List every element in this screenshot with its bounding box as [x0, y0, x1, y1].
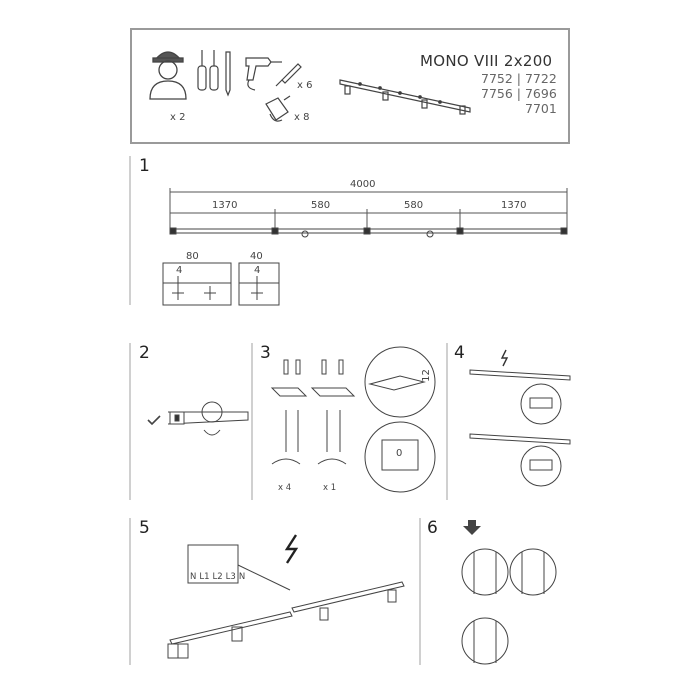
zero-label: 0	[396, 448, 403, 459]
terminal-label: N	[238, 572, 246, 582]
product-code: 7752 | 7722	[481, 71, 557, 86]
lightning-icon	[502, 350, 507, 366]
step-number: 1	[139, 156, 150, 176]
mount-detail-a	[163, 263, 231, 305]
step-number: 3	[260, 343, 271, 363]
dimension-label: 12	[420, 369, 432, 382]
bulbs-quantity: x 8	[294, 112, 310, 123]
detail-depth: 4	[176, 265, 183, 276]
dimension-segment: 580	[311, 200, 331, 211]
rail-illustration	[340, 80, 470, 114]
step-number: 4	[454, 343, 465, 363]
detail-width: 40	[250, 251, 263, 262]
dimension-segment: 1370	[212, 200, 238, 211]
terminal-label: L1	[199, 572, 210, 582]
screwdriver-icon	[198, 50, 218, 90]
detail-depth: 4	[254, 265, 261, 276]
step6-illustration	[462, 549, 556, 664]
product-code: 7756 | 7696	[481, 86, 557, 101]
lightning-icon	[287, 535, 296, 563]
anchor-quantity: x 4	[278, 483, 292, 493]
detail-width: 80	[186, 251, 199, 262]
worker-icon	[150, 52, 186, 99]
track-rail-step1	[170, 228, 567, 237]
step3-anchors	[272, 347, 435, 492]
anchor-quantity: x 1	[323, 483, 337, 493]
checkmark-icon	[148, 416, 160, 424]
step4-illustration	[470, 370, 570, 486]
step-number: 6	[427, 518, 438, 538]
pencil-icon	[226, 52, 230, 95]
terminal-label: L2	[212, 572, 223, 582]
terminal-label: L3	[225, 572, 236, 582]
step5-illustration	[168, 545, 404, 658]
product-code: 7701	[525, 101, 557, 116]
step-number: 2	[139, 343, 150, 363]
terminal-label: N	[190, 572, 197, 582]
step-number: 5	[139, 518, 150, 538]
dimension-segment: 580	[404, 200, 424, 211]
bulb-icon	[266, 96, 290, 121]
arrow-down-icon	[463, 520, 481, 535]
dimension-segment: 1370	[501, 200, 527, 211]
persons-quantity: x 2	[170, 112, 186, 123]
product-title: MONO VIII 2x200	[420, 52, 553, 70]
terminal-block-labels	[190, 572, 245, 582]
section-dividers	[130, 156, 447, 665]
step2-illustration	[168, 402, 248, 435]
screws-quantity: x 6	[297, 80, 313, 91]
dimension-total: 4000	[350, 179, 376, 190]
